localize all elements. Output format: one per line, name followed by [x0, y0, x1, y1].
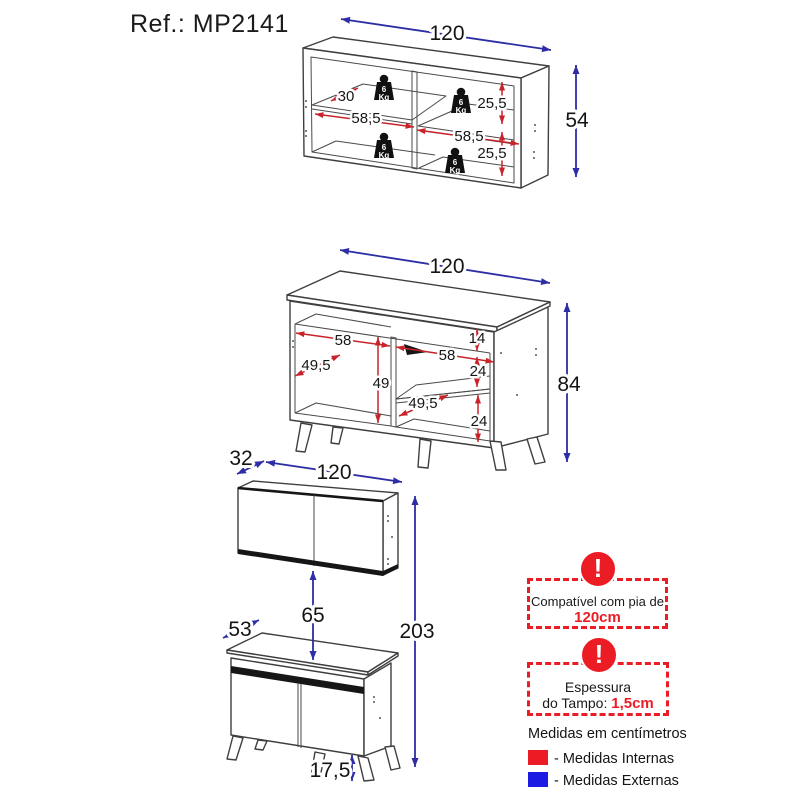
buffet-cabinet-drawing	[287, 250, 581, 470]
dim-label-right-top-height: 25,5	[477, 95, 507, 112]
alert-icon	[579, 550, 617, 588]
svg-text:6: 6	[381, 143, 387, 152]
dim-label-left-depth: 49,5	[301, 357, 331, 374]
dim-label-right-depth: 49,5	[408, 395, 438, 412]
sink-note-text: Compatível com pia de	[531, 594, 664, 609]
alert-icon	[580, 636, 618, 674]
external-measures-label: - Medidas Externas	[554, 773, 679, 789]
exclamation-glyph: !	[593, 553, 603, 583]
weight-unit: Kg	[378, 93, 390, 102]
right-side-face	[521, 66, 549, 188]
wall-cabinet-right-face	[383, 493, 398, 575]
dim-label-width: 120	[429, 255, 465, 278]
upper-cabinet-drawing	[303, 19, 589, 188]
weight-value: 6	[381, 85, 387, 94]
dim-label-height: 84	[557, 373, 581, 396]
dim-label-left-height: 49	[372, 375, 390, 392]
svg-text:Kg: Kg	[449, 166, 461, 175]
units-note: Medidas em centímetros	[528, 726, 687, 742]
dim-label-wall-width: 120	[316, 461, 352, 484]
dim-label-wall-gap: 65	[301, 604, 325, 627]
exclamation-glyph: !	[594, 639, 604, 669]
svg-text:6: 6	[452, 158, 458, 167]
dim-label-drawer-height: 14	[468, 330, 486, 347]
thickness-note-line1: Espessura	[564, 679, 632, 695]
right-side-face	[494, 307, 548, 448]
dim-label-total-height: 203	[399, 620, 435, 643]
svg-text:Kg: Kg	[378, 151, 390, 160]
external-measures-swatch	[528, 772, 548, 787]
dim-label-wall-depth: 32	[229, 447, 253, 470]
dim-label-right-width: 58,5	[454, 128, 484, 145]
sink-note-value: 120cm	[574, 609, 621, 626]
internal-measures-swatch	[528, 750, 548, 765]
dim-label-base-depth: 53	[228, 618, 252, 641]
dim-label-left-width: 58	[334, 332, 352, 349]
internal-measures-label: - Medidas Internas	[554, 751, 675, 767]
dim-label-height: 54	[565, 109, 589, 132]
cabinet-set-drawing	[223, 447, 435, 782]
product-ref-label: Ref.: MP2141	[130, 10, 289, 38]
base-cabinet-right-face	[364, 663, 391, 756]
dim-label-left-width: 58,5	[351, 110, 381, 127]
dim-label-feet-height: 17,5	[309, 759, 351, 782]
dim-label-shelf-depth: 30	[337, 88, 355, 105]
svg-text:6: 6	[458, 98, 464, 107]
svg-text:Kg: Kg	[455, 106, 467, 115]
dim-label-right-shelf-top: 24	[469, 363, 487, 380]
dim-label-right-width: 58	[438, 347, 456, 364]
dim-label-width: 120	[429, 22, 465, 45]
dim-label-right-shelf-bottom: 24	[470, 413, 488, 430]
thickness-note-line2: do Tampo:	[542, 695, 612, 711]
thickness-note-value: 1,5cm	[611, 695, 654, 712]
dim-label-right-bottom-height: 25,5	[477, 145, 507, 162]
